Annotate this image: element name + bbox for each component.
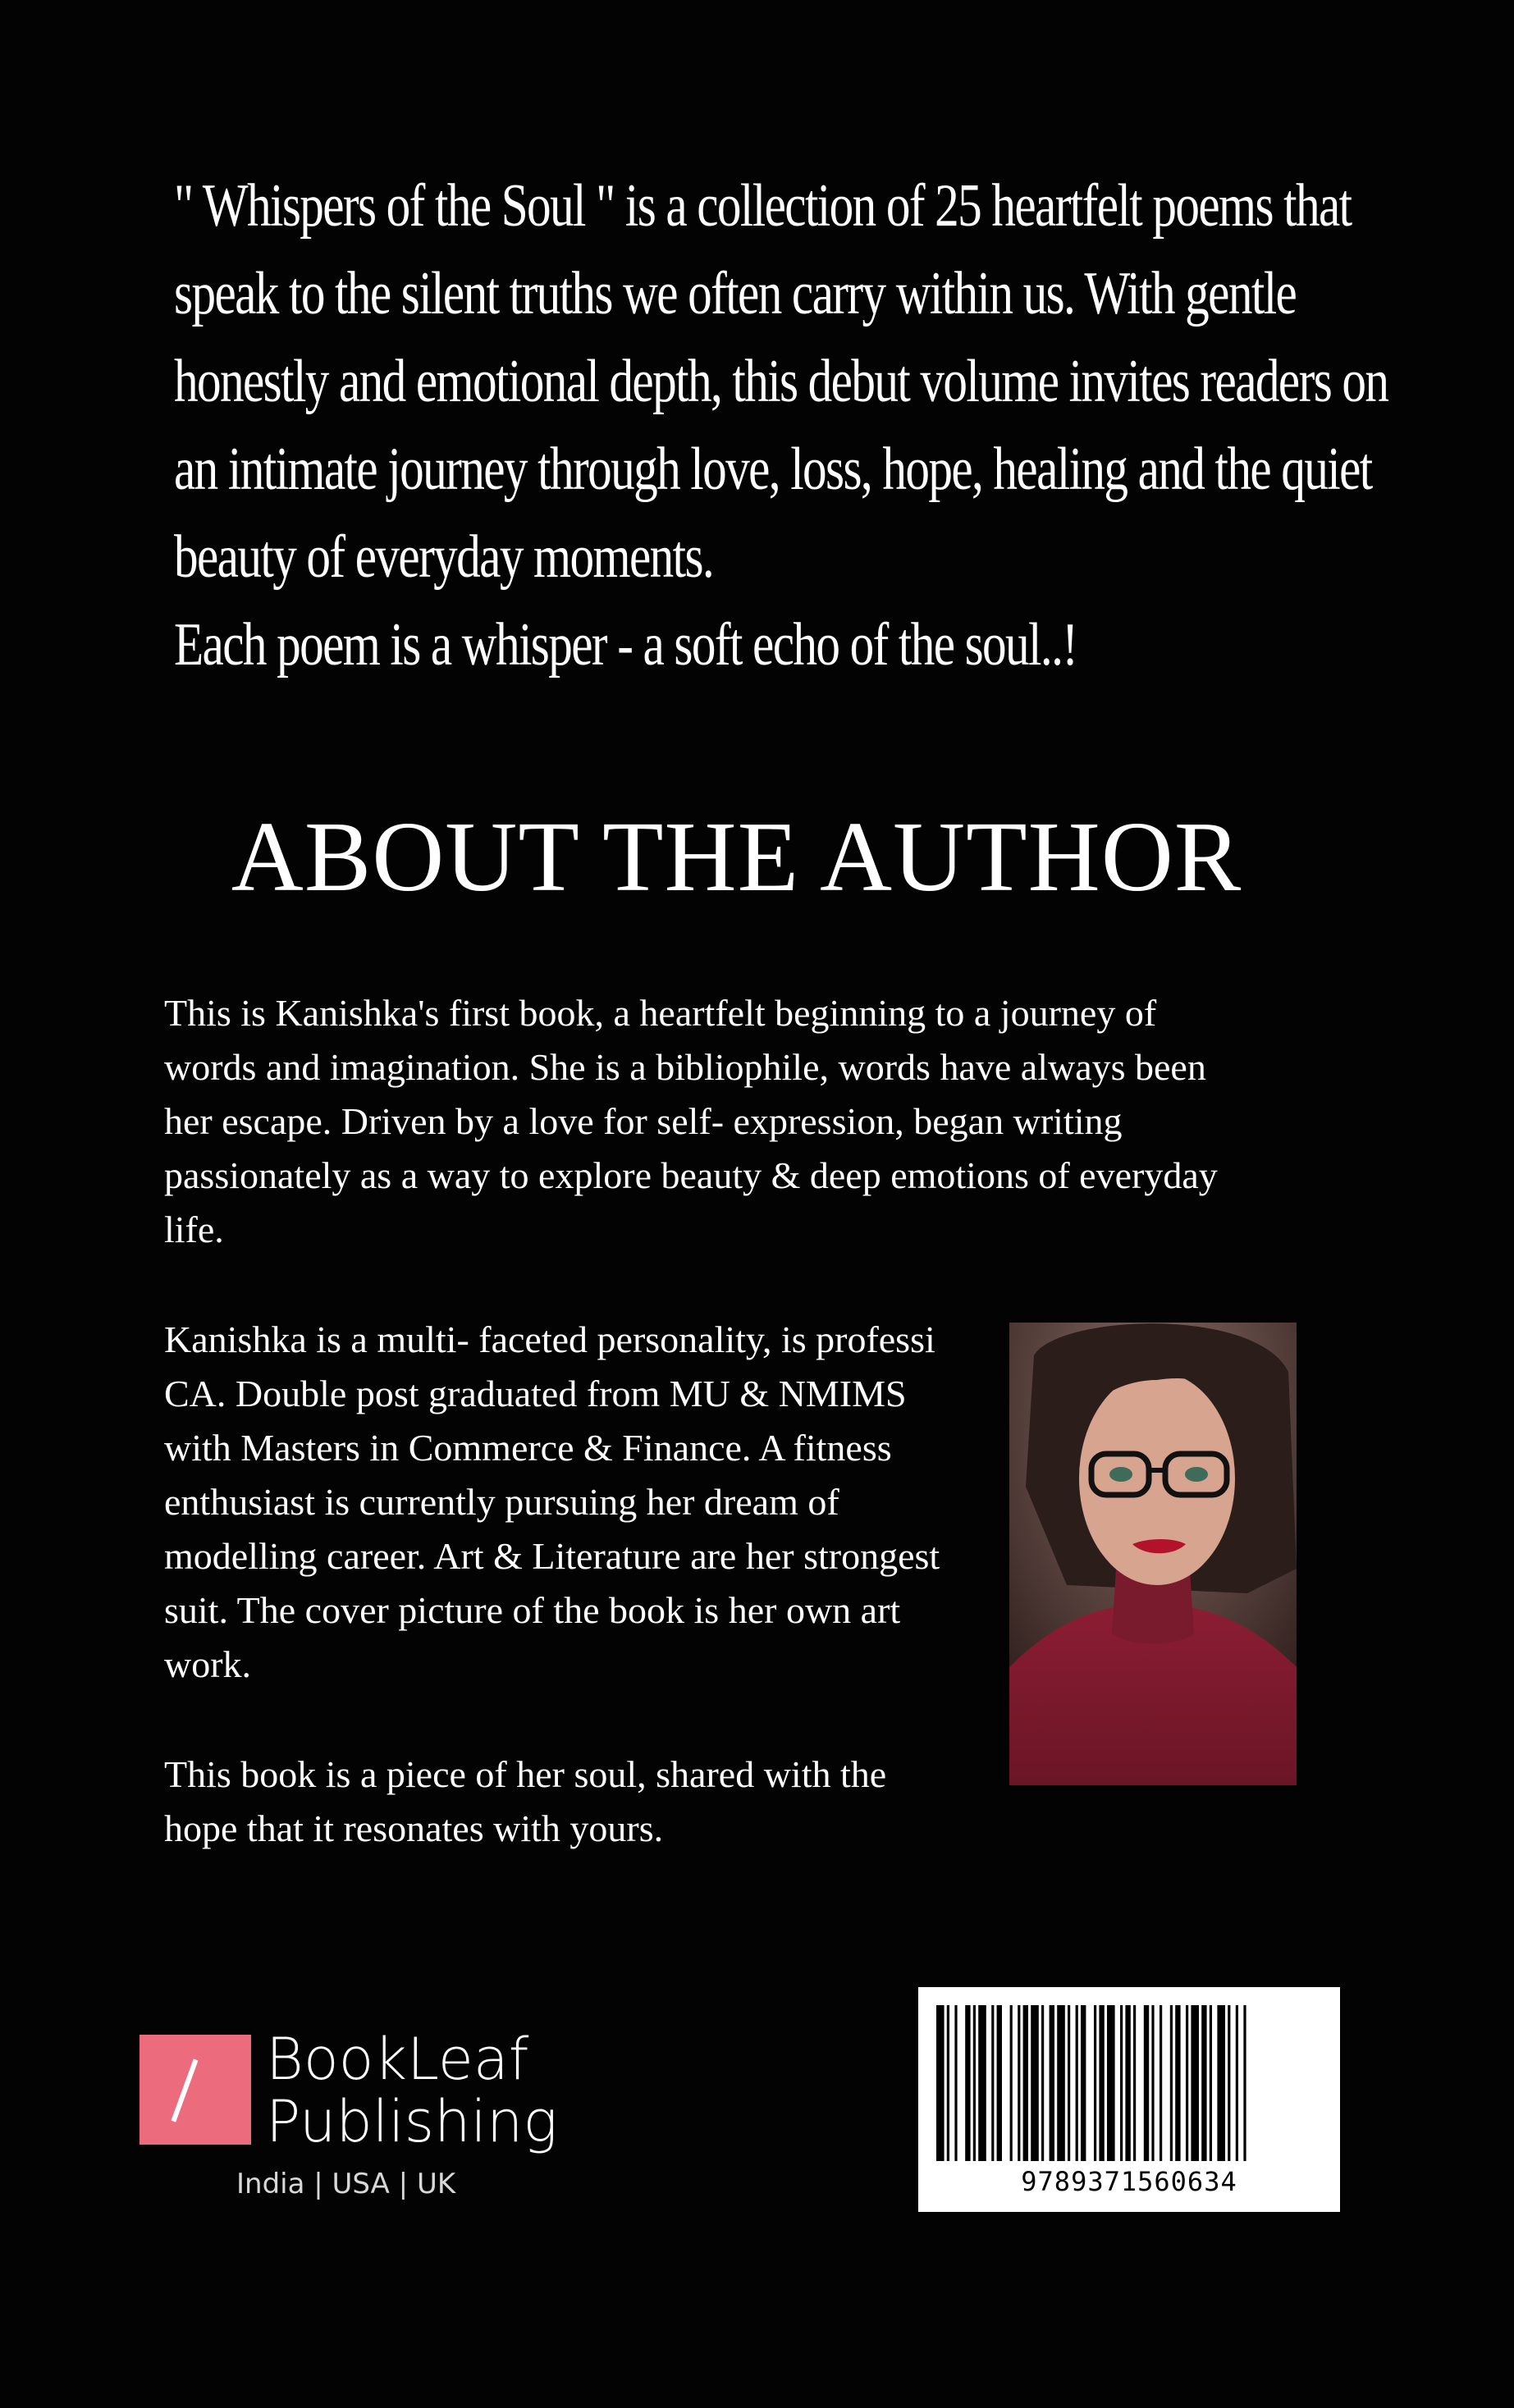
- author-bio-paragraph-1: [164, 986, 1218, 1257]
- barcode-bar: [1041, 2005, 1044, 2161]
- isbn-number: 9789371560634: [1021, 2166, 1237, 2197]
- barcode-bar: [1210, 2005, 1212, 2161]
- bio-line: words and imagination. She is a bibliophile, words have always been: [164, 1046, 1206, 1088]
- book-blurb: [174, 162, 1388, 689]
- blurb-line: honestly and emotional depth, this debut volume invites readers on: [174, 348, 1388, 415]
- barcode-bar: [1217, 2005, 1225, 2161]
- barcode-bar: [997, 2005, 1002, 2161]
- barcode-bar: [991, 2005, 994, 2161]
- bio-line: enthusiast is currently pursuing her dream of: [164, 1481, 839, 1523]
- barcode-bar: [1050, 2005, 1054, 2161]
- barcode-bar: [1099, 2005, 1104, 2161]
- barcode-bar: [954, 2005, 957, 2161]
- author-photo: [1009, 1323, 1297, 1785]
- barcode-bar: [1094, 2005, 1096, 2161]
- barcode-bar: [1107, 2005, 1115, 2161]
- bio-line: with Masters in Commerce & Finance. A fitness: [164, 1427, 892, 1469]
- barcode-bar: [1018, 2005, 1020, 2161]
- publisher-name: [266, 2028, 557, 2153]
- barcode-bar: [978, 2005, 986, 2161]
- blurb-line: " Whispers of the Soul " is a collection of 25 heartfelt poems that: [174, 172, 1352, 240]
- barcode-bar: [1023, 2005, 1028, 2161]
- barcode-bar: [965, 2005, 970, 2161]
- blurb-line: an intimate journey through love, loss, hope, healing and the quiet: [174, 436, 1372, 503]
- bio-line: her escape. Driven by a love for self- expression, began writing: [164, 1100, 1123, 1142]
- about-author-heading: ABOUT THE AUTHOR: [231, 802, 1242, 912]
- bio-line: suit. The cover picture of the book is her own art: [164, 1589, 901, 1631]
- barcode-bar: [1151, 2005, 1154, 2161]
- blurb-line: Each poem is a whisper - a soft echo of the soul..!: [174, 611, 1077, 679]
- barcode-bar: [936, 2005, 945, 2161]
- bio-line: work.: [164, 1643, 252, 1685]
- barcode-bar: [1125, 2005, 1130, 2161]
- blurb-line: beauty of everyday moments.: [174, 523, 714, 591]
- barcode-bar: [1133, 2005, 1136, 2161]
- barcode-bar: [1031, 2005, 1039, 2161]
- publisher-name-line-2: Publishing: [266, 2088, 558, 2155]
- barcode-bar: [1170, 2005, 1173, 2161]
- bio-line: This is Kanishka's first book, a heartfelt beginning to a journey of: [164, 992, 1157, 1034]
- barcode-bar: [1175, 2005, 1180, 2161]
- barcode-bar: [1144, 2005, 1149, 2161]
- barcode-bar: [1236, 2005, 1238, 2161]
- barcode-bar: [1228, 2005, 1230, 2161]
- barcode-bar: [1201, 2005, 1206, 2161]
- author-bio-paragraph-2: [164, 1313, 940, 1692]
- barcode-bar: [1010, 2005, 1013, 2161]
- author-bio-paragraph-3: [164, 1748, 886, 1856]
- bio-line: This book is a piece of her soul, shared with the: [164, 1753, 887, 1795]
- blurb-line: speak to the silent truths we often carry within us. With gentle: [174, 260, 1297, 327]
- publisher-countries: India | USA | UK: [236, 2168, 456, 2200]
- barcode-bar: [1057, 2005, 1065, 2161]
- isbn-barcode: [918, 1987, 1340, 2212]
- barcode-bar: [1081, 2005, 1086, 2161]
- barcode-bars: [936, 2005, 1322, 2161]
- author-portrait-image: [1009, 1323, 1297, 1785]
- barcode-bar: [1191, 2005, 1199, 2161]
- barcode-bar: [1160, 2005, 1162, 2161]
- barcode-bar: [973, 2005, 976, 2161]
- publisher-name-line-1: BookLeaf: [266, 2026, 529, 2093]
- barcode-bar: [1120, 2005, 1123, 2161]
- barcode-bar: [1243, 2005, 1246, 2161]
- bio-line: modelling career. Art & Literature are her strongest: [164, 1535, 940, 1577]
- bio-line: Kanishka is a multi- faceted personality, is professi: [164, 1318, 935, 1360]
- bio-line: passionately as a way to explore beauty & deep emotions of everyday: [164, 1154, 1218, 1196]
- barcode-bar: [1186, 2005, 1188, 2161]
- barcode-bar: [947, 2005, 949, 2161]
- bio-line: life.: [164, 1209, 224, 1250]
- barcode-bar: [1068, 2005, 1070, 2161]
- logo-mark: [140, 2035, 251, 2145]
- bio-line: CA. Double post graduated from MU & NMIMS: [164, 1373, 907, 1414]
- barcode-bar: [1076, 2005, 1078, 2161]
- slash-icon: [172, 2058, 199, 2122]
- bio-line: hope that it resonates with yours.: [164, 1807, 664, 1849]
